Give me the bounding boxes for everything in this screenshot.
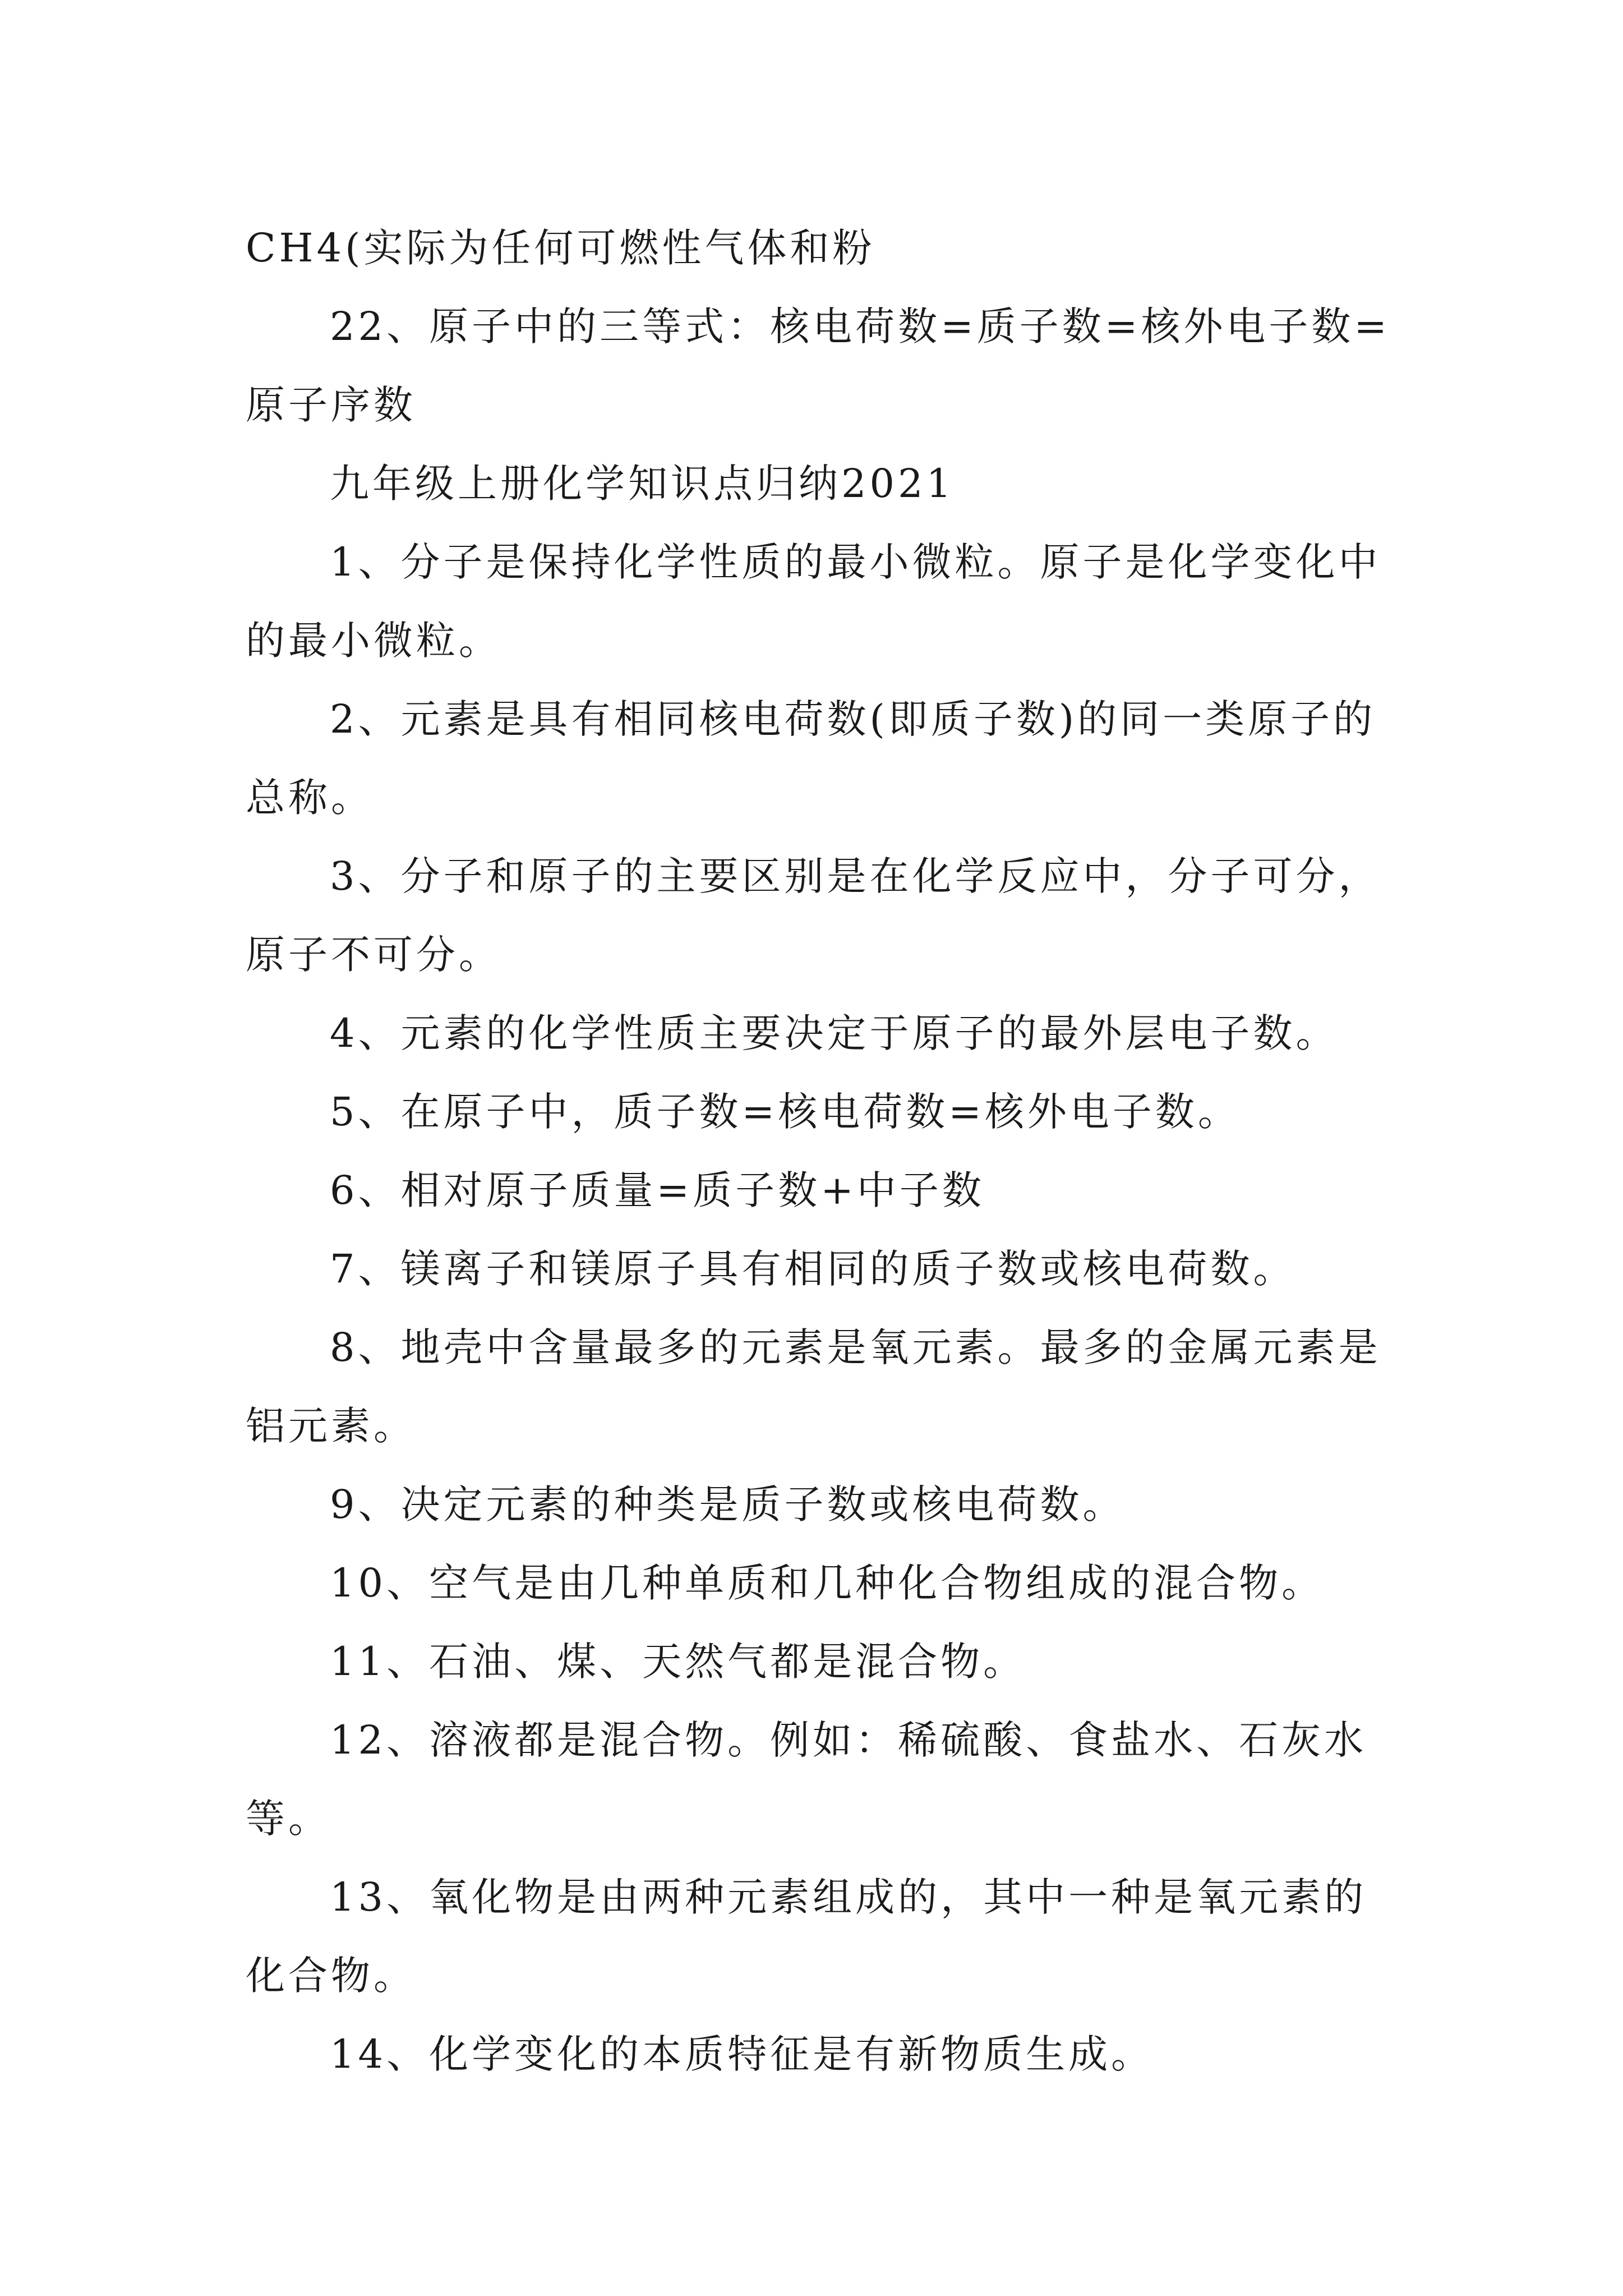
paragraph-14: 14、化学变化的本质特征是有新物质生成。: [330, 2031, 1154, 2077]
paragraph-10: 10、空气是由几种单质和几种化合物组成的混合物。: [330, 1560, 1325, 1606]
paragraph-6: 6、相对原子质量=质子数+中子数: [330, 1167, 985, 1213]
paragraph-22: 22、原子中的三等式：核电荷数=质子数=核外电子数=原子序数: [246, 303, 1391, 428]
paragraph-4: 4、元素的化学性质主要决定于原子的最外层电子数。: [330, 1010, 1339, 1056]
paragraph-8: 8、地壳中含量最多的元素是氧元素。最多的金属元素是铝元素。: [246, 1324, 1381, 1449]
paragraph-12: 12、溶液都是混合物。例如：稀硫酸、食盐水、石灰水等。: [246, 1717, 1367, 1842]
section-heading: 九年级上册化学知识点归纳2021: [330, 461, 955, 507]
paragraph-13: 13、氧化物是由两种元素组成的，其中一种是氧元素的化合物。: [246, 1874, 1367, 1999]
paragraph-9: 9、决定元素的种类是质子数或核电荷数。: [330, 1481, 1126, 1527]
paragraph-11: 11、石油、煤、天然气都是混合物。: [330, 1639, 1026, 1685]
paragraph-continuation: CH4(实际为任何可燃性气体和粉: [246, 225, 875, 271]
paragraph-5: 5、在原子中，质子数=核电荷数=核外电子数。: [330, 1089, 1241, 1135]
document-body: [246, 209, 1395, 2093]
paragraph-7: 7、镁离子和镁原子具有相同的质子数或核电荷数。: [330, 1246, 1296, 1292]
paragraph-1: 1、分子是保持化学性质的最小微粒。原子是化学变化中的最小微粒。: [246, 539, 1381, 664]
paragraph-3: 3、分子和原子的主要区别是在化学反应中，分子可分，原子不可分。: [246, 853, 1381, 978]
paragraph-2: 2、元素是具有相同核电荷数(即质子数)的同一类原子的总称。: [246, 696, 1376, 821]
